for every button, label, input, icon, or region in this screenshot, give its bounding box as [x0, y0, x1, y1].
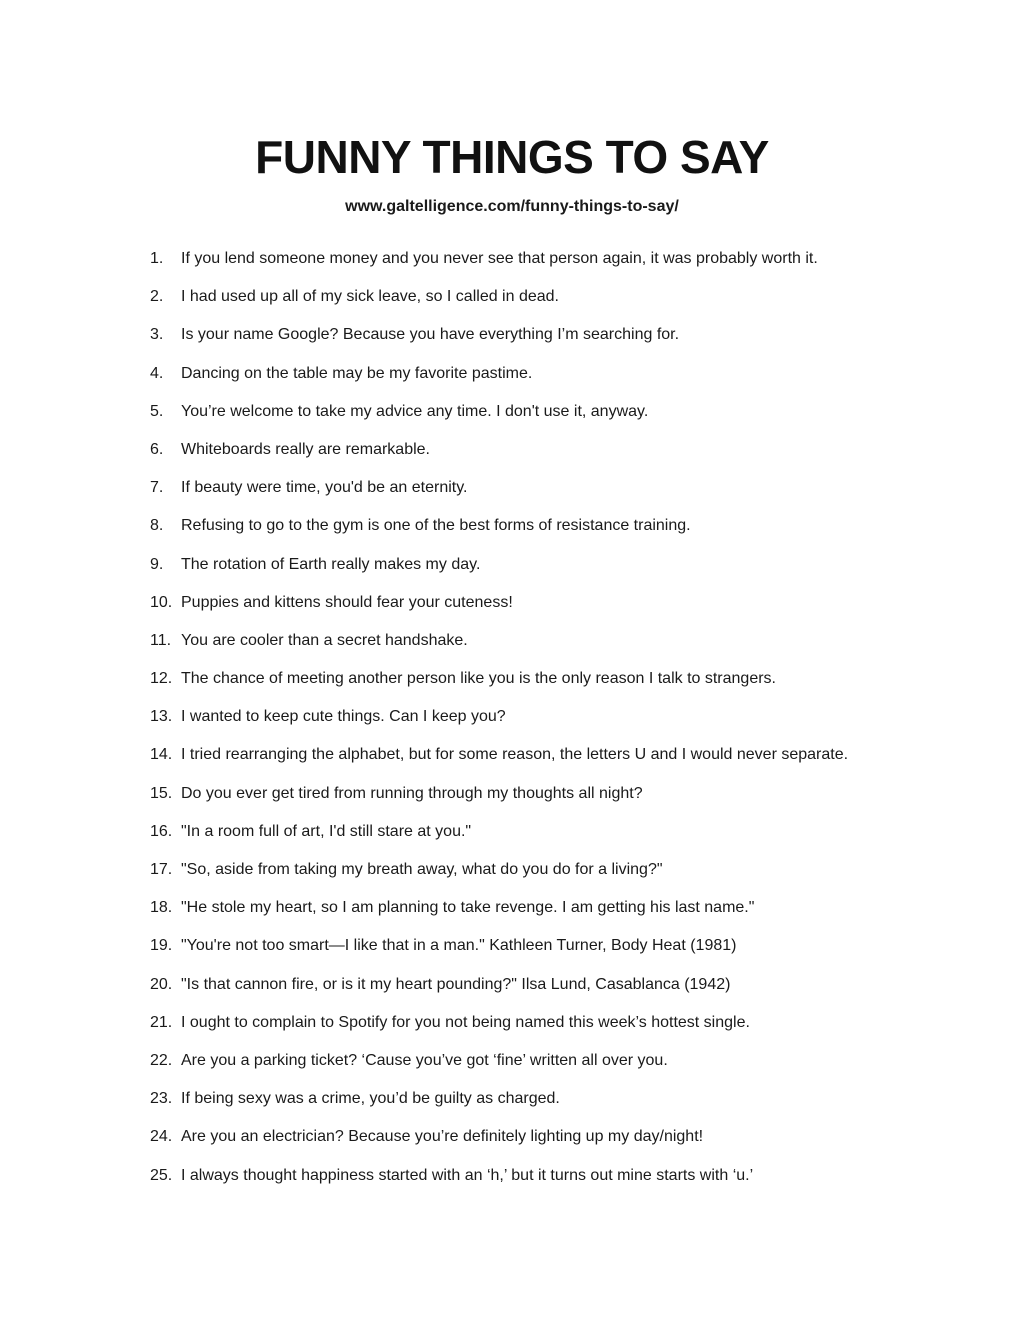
- item-text: "You're not too smart—I like that in a man." Kathleen Turner, Body Heat (1981): [181, 937, 737, 955]
- item-number: 9.: [150, 555, 164, 573]
- list-item: [150, 973, 1010, 1011]
- page-title: FUNNY THINGS TO SAY: [255, 131, 769, 183]
- item-text: Is your name Google? Because you have everything I’m searching for.: [181, 326, 680, 344]
- list-item: [150, 629, 1010, 667]
- item-text: "He stole my heart, so I am planning to take revenge. I am getting his last name.": [181, 899, 755, 917]
- list-item: [150, 400, 1010, 438]
- list-item: [150, 247, 1010, 285]
- list-item: [150, 934, 1010, 972]
- item-number: 16.: [150, 822, 173, 840]
- item-number: 7.: [150, 479, 164, 497]
- list-item: [150, 591, 1010, 629]
- item-number: 10.: [150, 593, 173, 611]
- item-number: 11.: [150, 631, 172, 649]
- list-item: [150, 667, 1010, 705]
- item-number: 22.: [150, 1051, 173, 1069]
- list-item: [150, 1125, 1010, 1163]
- item-text: I wanted to keep cute things. Can I keep you?: [181, 708, 506, 726]
- item-number: 13.: [150, 708, 173, 726]
- item-text: The rotation of Earth really makes my day.: [181, 555, 481, 573]
- item-text: "Is that cannon fire, or is it my heart pounding?" Ilsa Lund, Casablanca (1942): [181, 975, 731, 993]
- list-item: [150, 323, 1010, 361]
- item-number: 20.: [150, 975, 173, 993]
- item-number: 25.: [150, 1166, 173, 1184]
- item-text: Puppies and kittens should fear your cuteness!: [181, 593, 513, 611]
- list-item: [150, 743, 1010, 781]
- item-number: 8.: [150, 517, 164, 535]
- item-text: I ought to complain to Spotify for you not being named this week’s hottest single.: [181, 1013, 750, 1031]
- list-item: [150, 1011, 1010, 1049]
- item-text: You are cooler than a secret handshake.: [181, 631, 468, 649]
- list-item: [150, 476, 1010, 514]
- list-item: [150, 438, 1010, 476]
- list-item: [150, 285, 1010, 323]
- item-number: 23.: [150, 1090, 173, 1108]
- item-number: 1.: [150, 250, 164, 267]
- item-number: 17.: [150, 861, 173, 878]
- item-number: 2.: [150, 288, 164, 306]
- item-number: 15.: [150, 784, 173, 802]
- list-item: [150, 820, 1010, 858]
- list-item: [150, 362, 1010, 400]
- list-item: [150, 1087, 1010, 1125]
- list-item: [150, 1164, 1010, 1202]
- item-text: Dancing on the table may be my favorite pastime.: [181, 364, 533, 382]
- list-item: [150, 553, 1010, 591]
- item-number: 24.: [150, 1128, 173, 1146]
- item-text: The chance of meeting another person like you is the only reason I talk to strangers.: [181, 670, 776, 688]
- item-text: "So, aside from taking my breath away, what do you do for a living?": [181, 861, 663, 878]
- item-text: Do you ever get tired from running through my thoughts all night?: [181, 784, 643, 802]
- item-number: 4.: [150, 364, 164, 382]
- item-number: 6.: [150, 440, 164, 458]
- list-item: [150, 858, 1010, 896]
- list-item: [150, 1049, 1010, 1087]
- item-number: 5.: [150, 402, 164, 420]
- list-item: [150, 705, 1010, 743]
- item-text: If you lend someone money and you never see that person again, it was probably worth it.: [181, 250, 818, 267]
- item-number: 12.: [150, 670, 173, 688]
- item-text: Are you an electrician? Because you’re definitely lighting up my day/night!: [181, 1128, 704, 1146]
- item-number: 19.: [150, 937, 173, 955]
- item-text: Are you a parking ticket? ‘Cause you’ve got ‘fine’ written all over you.: [181, 1051, 668, 1069]
- list-item: [150, 782, 1010, 820]
- item-text: You’re welcome to take my advice any time. I don't use it, anyway.: [181, 402, 649, 420]
- item-number: 21.: [150, 1013, 173, 1031]
- source-url: www.galtelligence.com/funny-things-to-say/: [345, 198, 679, 215]
- item-text: I always thought happiness started with an ‘h,’ but it turns out mine starts with ‘u.’: [181, 1166, 754, 1184]
- item-text: I had used up all of my sick leave, so I called in dead.: [181, 288, 559, 306]
- item-number: 18.: [150, 899, 173, 917]
- item-text: I tried rearranging the alphabet, but for some reason, the letters U and I would never separate.: [181, 746, 849, 764]
- list-item: [150, 896, 1010, 934]
- item-number: 14.: [150, 746, 173, 764]
- funny-things-list: [150, 247, 1010, 1202]
- item-text: Whiteboards really are remarkable.: [181, 440, 430, 458]
- item-text: If beauty were time, you'd be an eternity.: [181, 479, 468, 497]
- list-item: [150, 514, 1010, 552]
- item-text: "In a room full of art, I'd still stare at you.": [181, 822, 472, 840]
- item-text: If being sexy was a crime, you’d be guilty as charged.: [181, 1090, 560, 1108]
- item-text: Refusing to go to the gym is one of the best forms of resistance training.: [181, 517, 691, 535]
- item-number: 3.: [150, 326, 164, 344]
